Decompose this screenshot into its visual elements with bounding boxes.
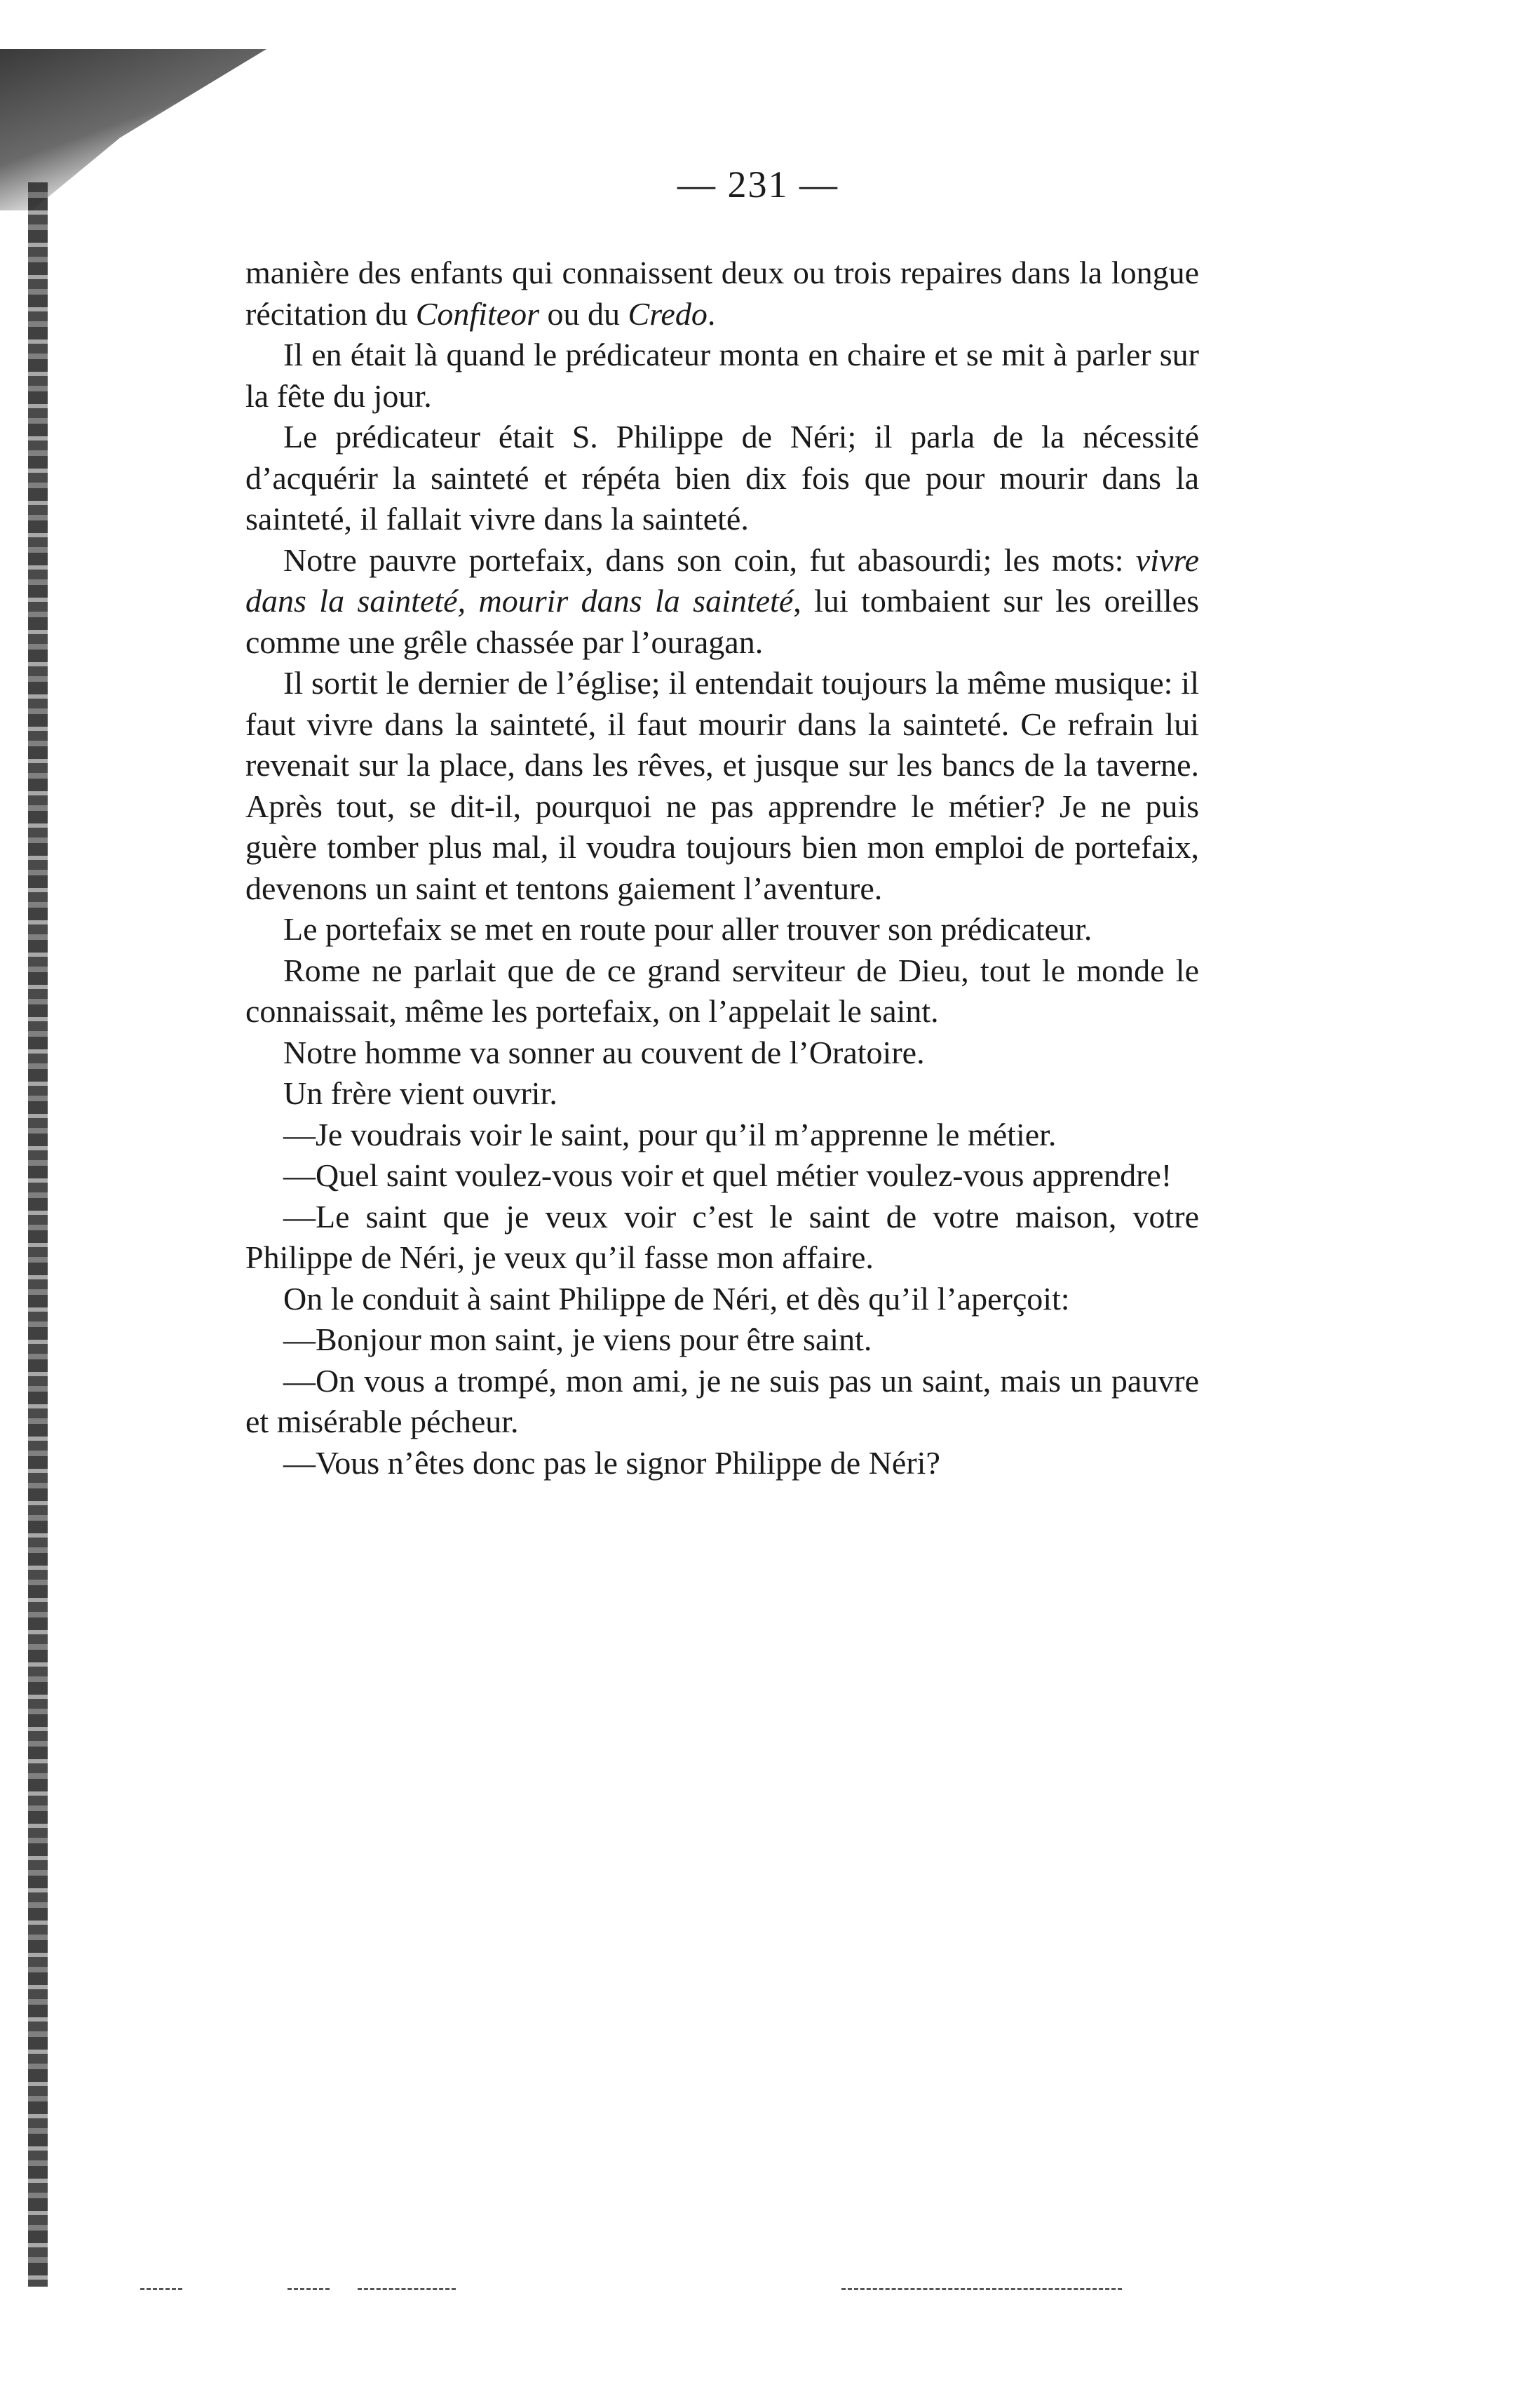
italic-text: Credo: [628, 295, 708, 332]
paragraph: [245, 1279, 1199, 1320]
paragraph: [245, 909, 1199, 950]
footer-mark: [358, 2288, 456, 2290]
paragraph: [245, 1197, 1199, 1279]
paragraph: [245, 1361, 1199, 1443]
paragraph: [245, 253, 1199, 335]
text-run: On le conduit à saint Philippe de Néri, et dès qu’il l’aperçoit:: [283, 1280, 1070, 1317]
text-run: ou du: [539, 295, 628, 332]
text-run: Il sortit le dernier de l’église; il entendait toujours la même musique: il faut vivre dans la sainteté, il faut mourir dans la sainteté. Ce refrain lui revenait sur la place, dans les rêves, et jusque sur les bancs de la taverne. Après tout, se dit-il, pourquoi ne pas apprendre le métier? Je ne puis guère tomber plus mal, il voudra toujours bien mon emploi de portefaix, devenons un saint et tentons gaiement l’aventure.: [245, 665, 1199, 906]
paragraph: [245, 1443, 1199, 1484]
footer-mark: [287, 2288, 330, 2290]
text-run: —Vous n’êtes donc pas le signor Philippe de Néri?: [283, 1444, 940, 1481]
italic-text: vivre dans la sainteté, mourir dans la sainteté: [245, 542, 1199, 619]
text-run: Notre homme va sonner au couvent de l’Oratoire.: [283, 1034, 925, 1070]
text-run: Un frère vient ouvrir.: [283, 1075, 557, 1111]
text-run: —Je voudrais voir le saint, pour qu’il m’apprenne le métier.: [283, 1116, 1057, 1152]
text-run: —Quel saint voulez-vous voir et quel métier voulez-vous apprendre!: [283, 1157, 1172, 1193]
text-run: Le portefaix se met en route pour aller trouver son prédicateur.: [283, 911, 1092, 947]
paragraph: [245, 335, 1199, 417]
binding-gutter: [28, 182, 48, 2287]
text-run: Rome ne parlait que de ce grand serviteur de Dieu, tout le monde le connaissait, même les portefaix, on l’appelait le saint.: [245, 952, 1199, 1029]
paragraph: [245, 1319, 1199, 1361]
paragraph: [245, 1115, 1199, 1156]
page-number: — 231 —: [677, 163, 839, 206]
text-run: , lui tombaient sur les oreilles comme une grêle chassée par l’ouragan.: [245, 583, 1199, 660]
text-run: Notre pauvre portefaix, dans son coin, fut abasourdi; les mots:: [283, 542, 1136, 578]
paragraph: [245, 950, 1199, 1033]
text-run: manière des enfants qui connaissent deux ou trois repaires dans la longue récitation du: [245, 255, 1199, 332]
paragraph: [245, 1073, 1199, 1115]
text-run: —On vous a trompé, mon ami, je ne suis pas un saint, mais un pauvre et misérable pécheur.: [245, 1362, 1199, 1439]
paragraph: [245, 1033, 1199, 1074]
text-run: Il en était là quand le prédicateur monta en chaire et se mit à parler sur la fête du jour.: [245, 337, 1199, 414]
text-run: Le prédicateur était S. Philippe de Néri; il parla de la nécessité d’acquérir la sainteté et répéta bien dix fois que pour mourir dans la sainteté, il fallait vivre dans la sainteté.: [245, 419, 1199, 537]
paragraph: [245, 417, 1199, 540]
italic-text: Confiteor: [415, 295, 540, 332]
text-run: .: [707, 295, 716, 332]
text-run: —Le saint que je veux voir c’est le saint de votre maison, votre Philippe de Néri, je veux qu’il fasse mon affaire.: [245, 1198, 1199, 1275]
text-run: —Bonjour mon saint, je viens pour être saint.: [283, 1321, 872, 1357]
body-text: [245, 253, 1199, 1484]
footer-mark: [140, 2288, 182, 2290]
paragraph: [245, 540, 1199, 664]
paragraph: [245, 663, 1199, 909]
paragraph: [245, 1155, 1199, 1197]
footer-mark: [841, 2288, 1122, 2290]
